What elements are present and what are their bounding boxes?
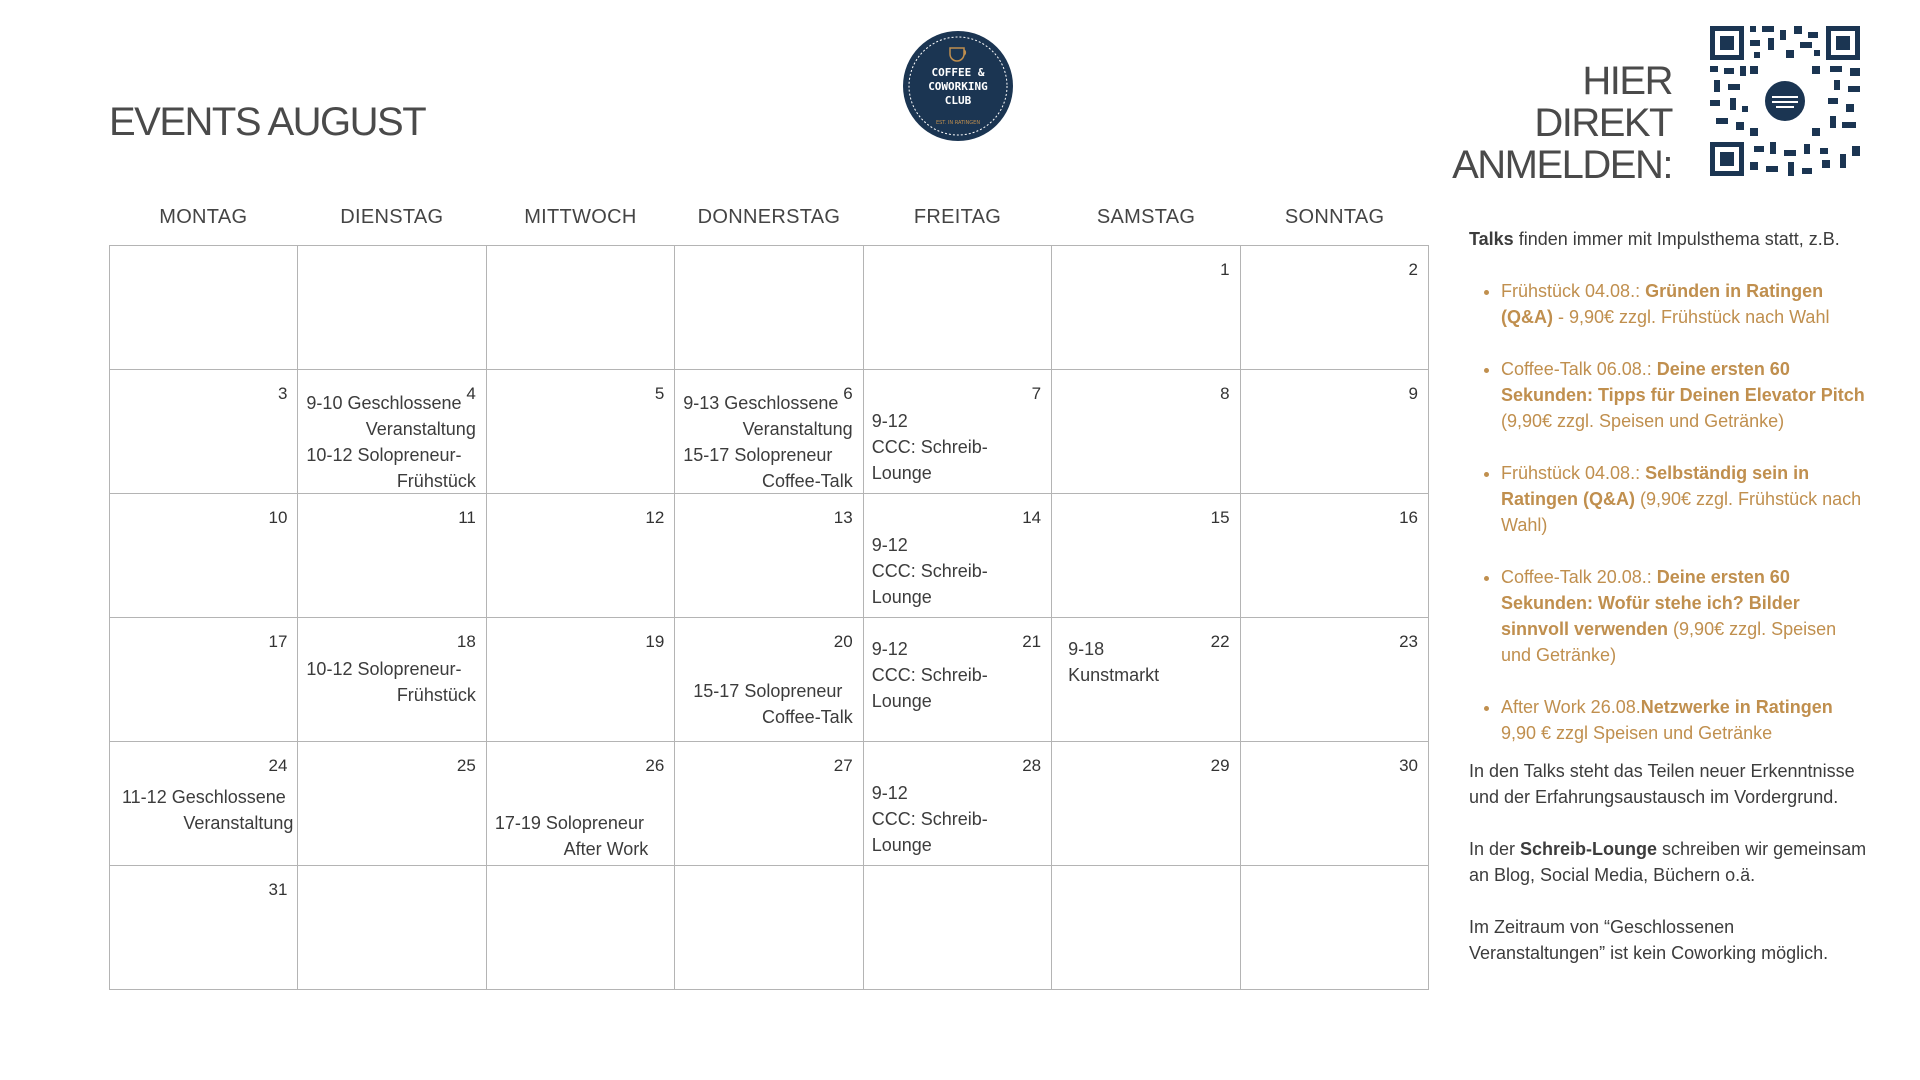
calendar-cell-empty [298,866,486,990]
weekday-header: MITTWOCH [524,206,637,228]
day-number: 8 [1220,384,1230,403]
talk-list [1469,278,1869,746]
day-number: 16 [1399,508,1418,527]
event-item[interactable]: 15-17 Solopreneur Coffee-Talk [693,681,853,727]
day-number: 5 [654,384,665,403]
calendar-day-1[interactable] [1052,246,1240,370]
event-item[interactable]: 9-12 CCC: Schreib-Lounge [871,411,988,483]
day-number: 1 [1220,260,1230,279]
day-number: 19 [645,632,665,651]
event-list [1068,636,1229,688]
calendar-cell-empty [1052,866,1240,990]
day-number: 27 [833,756,853,775]
event-item[interactable]: 9-12 CCC: Schreib-Lounge [871,535,988,607]
weekday-header-row [109,206,1429,229]
event-item[interactable]: 15-17 Solopreneur Coffee-Talk [683,445,853,491]
event-list [872,780,1041,858]
event-list [306,656,475,708]
calendar-cell-empty [675,866,863,990]
event-item[interactable]: 10-12 Solopreneur- Frühstück [306,659,476,705]
day-number: 3 [277,384,288,403]
event-item[interactable]: 9-13 Geschlossene Veranstaltung [683,393,853,439]
calendar-day-24[interactable] [110,742,298,866]
day-number: 24 [268,756,288,775]
day-number: 29 [1210,756,1230,775]
calendar-day-5[interactable] [487,370,675,494]
day-number: 11 [458,508,476,527]
calendar-day-7[interactable] [864,370,1052,494]
calendar-cell-empty [110,246,298,370]
calendar-day-10[interactable] [110,494,298,618]
day-number: 26 [645,756,665,775]
talk-item[interactable]: • Frühstück 04.08.: Gründen in Ratingen (Q&A) - 9,90€ zzgl. Frühstück nach Wahl [1501,278,1869,330]
calendar-day-14[interactable] [864,494,1052,618]
weekday-header: DONNERSTAG [697,206,841,228]
calendar-day-6[interactable] [675,370,863,494]
calendar-cell-empty [487,246,675,370]
calendar-day-22[interactable] [1052,618,1240,742]
svg-text:COFFEE &: COFFEE & [931,66,985,79]
weekday-header: DIENSTAG [340,206,444,228]
calendar-day-30[interactable] [1241,742,1429,866]
calendar-day-11[interactable] [298,494,486,618]
calendar-cell-empty [298,246,486,370]
calendar-day-31[interactable] [110,866,298,990]
calendar-day-8[interactable] [1052,370,1240,494]
day-number: 6 [843,384,853,403]
calendar-day-21[interactable] [864,618,1052,742]
signup-qr-code[interactable] [1710,26,1860,176]
svg-text:CLUB: CLUB [944,94,972,107]
calendar-day-3[interactable] [110,370,298,494]
talk-item[interactable]: • Coffee-Talk 06.08.: Deine ersten 60 Sekunden: Tipps für Deinen Elevator Pitch (9,90€ zzgl. Speisen und Getränke) [1501,356,1869,434]
event-list [872,408,1041,486]
talk-item[interactable]: • After Work 26.08.Netzwerke in Ratingen 9,90 € zzgl Speisen und Getränke [1501,694,1869,746]
event-list [872,636,1041,714]
calendar-day-20[interactable] [675,618,863,742]
signup-heading: HIER DIREKT ANMELDEN: [1452,59,1672,187]
event-item[interactable]: 17-19 Solopreneur After Work [494,813,649,859]
talks-intro: Talks finden immer mit Impulsthema statt, z.B. [1469,229,1840,249]
day-number: 21 [1022,632,1042,651]
event-item[interactable]: 9-18 Kunstmarkt [1068,639,1160,685]
day-number: 4 [466,384,476,403]
day-number: 30 [1399,756,1418,775]
day-number: 22 [1210,632,1230,651]
calendar-day-13[interactable] [675,494,863,618]
calendar-day-18[interactable] [298,618,486,742]
event-list [683,390,852,494]
weekday-header: SONNTAG [1284,206,1385,228]
calendar-day-15[interactable] [1052,494,1240,618]
day-number: 14 [1022,508,1042,527]
talks-description: In den Talks steht das Teilen neuer Erkenntnisse und der Erfahrungsaustausch im Vordergrund. [1469,761,1855,807]
calendar-day-9[interactable] [1241,370,1429,494]
calendar-day-19[interactable] [487,618,675,742]
day-number: 7 [1031,384,1042,403]
day-number: 15 [1210,508,1230,527]
calendar-day-12[interactable] [487,494,675,618]
svg-text:COWORKING: COWORKING [928,80,988,93]
calendar-day-17[interactable] [110,618,298,742]
page-title: EVENTS AUGUST [109,100,426,144]
calendar-cell-empty [864,866,1052,990]
info-sidebar [1469,226,1869,992]
event-list [872,532,1041,610]
day-number: 12 [645,508,665,527]
weekday-header: FREITAG [913,206,1002,228]
calendar-day-27[interactable] [675,742,863,866]
calendar-cell-empty [864,246,1052,370]
calendar-day-28[interactable] [864,742,1052,866]
calendar-day-23[interactable] [1241,618,1429,742]
day-number: 18 [456,632,476,651]
talk-item[interactable]: • Coffee-Talk 20.08.: Deine ersten 60 Sekunden: Wofür stehe ich? Bilder sinnvoll verwenden (9,90€ zzgl. Speisen und Getränke) [1501,564,1869,668]
day-number: 9 [1408,384,1418,403]
calendar-day-16[interactable] [1241,494,1429,618]
day-number: 10 [268,508,288,527]
event-list [495,810,648,862]
calendar-day-25[interactable] [298,742,486,866]
event-item[interactable]: 9-12 CCC: Schreib-Lounge [871,639,988,711]
event-list [122,784,293,836]
day-number: 2 [1408,260,1418,279]
event-item[interactable]: 9-10 Geschlossene Veranstaltung [306,393,476,439]
event-list [693,678,852,730]
day-number: 20 [833,632,853,651]
calendar-cell-empty [487,866,675,990]
schreib-lounge-description: In der Schreib-Lounge schreiben wir gemeinsam an Blog, Social Media, Büchern o.ä. [1469,839,1867,885]
calendar-cell-empty [1241,866,1429,990]
weekday-header: MONTAG [159,206,248,228]
calendar-day-26[interactable] [487,742,675,866]
day-number: 13 [833,508,853,527]
talk-item[interactable]: • Frühstück 04.08.: Selbständig sein in Ratingen (Q&A) (9,90€ zzgl. Frühstück nach Wahl) [1501,460,1869,538]
calendar-grid [109,245,1429,990]
event-item[interactable]: 9-12 CCC: Schreib-Lounge [871,783,988,855]
weekday-header: SAMSTAG [1096,206,1196,228]
day-number: 17 [268,632,288,651]
calendar-day-4[interactable] [298,370,486,494]
day-number: 23 [1399,632,1418,651]
day-number: 25 [456,756,476,775]
calendar-cell-empty [675,246,863,370]
closed-events-note: Im Zeitraum von “Geschlossenen Veranstaltungen” ist kein Coworking möglich. [1469,917,1829,963]
club-logo [902,30,1014,142]
calendar-day-2[interactable] [1241,246,1429,370]
calendar-day-29[interactable] [1052,742,1240,866]
event-list [306,390,475,494]
day-number: 28 [1022,756,1042,775]
svg-text:EST. IN RATINGEN: EST. IN RATINGEN [935,120,981,126]
day-number: 31 [268,880,288,899]
event-item[interactable]: 10-12 Solopreneur- Frühstück [306,445,476,491]
event-item[interactable]: 11-12 Geschlossene Veranstaltung [122,787,294,833]
